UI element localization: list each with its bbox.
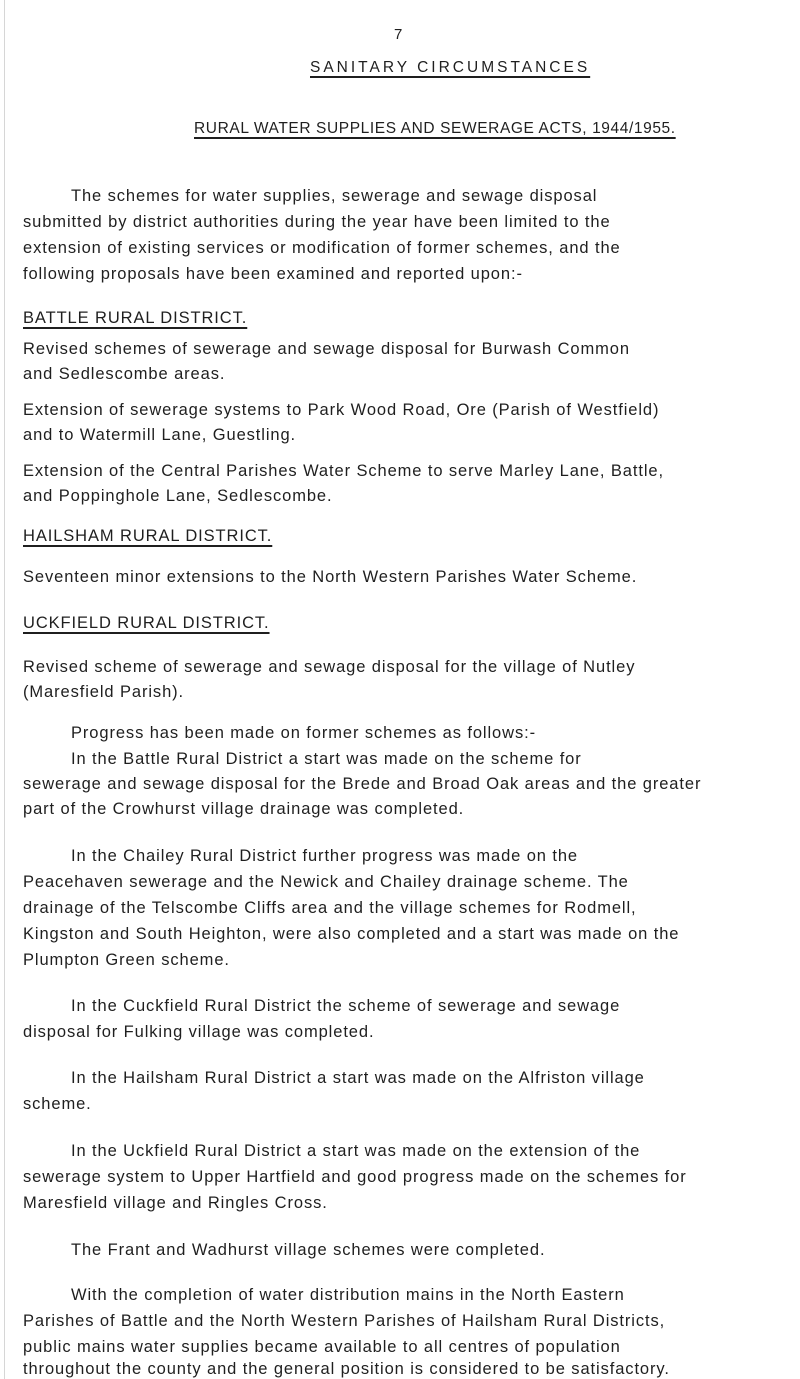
progress-intro: Progress has been made on former schemes as follows:- <box>71 724 536 742</box>
battle-item-line: Revised schemes of sewerage and sewage disposal for Burwash Common <box>23 340 630 358</box>
conclusion-line: With the completion of water distribution mains in the North Eastern <box>71 1286 625 1304</box>
intro-line: extension of existing services or modification of former schemes, and the <box>23 239 621 257</box>
progress-hailsham-line: In the Hailsham Rural District a start was made on the Alfriston village <box>71 1069 645 1087</box>
progress-chailey-line: Kingston and South Heighton, were also completed and a start was made on the <box>23 925 680 943</box>
progress-chailey-line: In the Chailey Rural District further progress was made on the <box>71 847 578 865</box>
scan-margin-line <box>4 0 5 1379</box>
page-number: 7 <box>394 26 404 43</box>
progress-battle-line: In the Battle Rural District a start was made on the scheme for <box>71 750 582 768</box>
intro-line: The schemes for water supplies, sewerage and sewage disposal <box>71 187 598 205</box>
battle-item-line: and Poppinghole Lane, Sedlescombe. <box>23 487 333 505</box>
progress-uckfield-line: Maresfield village and Ringles Cross. <box>23 1194 328 1212</box>
progress-chailey-line: drainage of the Telscombe Cliffs area and the village schemes for Rodmell, <box>23 899 637 917</box>
progress-hailsham-line: scheme. <box>23 1095 92 1113</box>
progress-chailey-line: Plumpton Green scheme. <box>23 951 230 969</box>
hailsham-heading: HAILSHAM RURAL DISTRICT. <box>23 527 273 545</box>
page-title: SANITARY CIRCUMSTANCES <box>310 59 591 76</box>
intro-line: submitted by district authorities during the year have been limited to the <box>23 213 611 231</box>
progress-cuckfield-line: In the Cuckfield Rural District the scheme of sewerage and sewage <box>71 997 621 1015</box>
uckfield-item-line: Revised scheme of sewerage and sewage disposal for the village of Nutley <box>23 658 636 676</box>
progress-uckfield-line: sewerage system to Upper Hartfield and good progress made on the schemes for <box>23 1168 687 1186</box>
hailsham-item-line: Seventeen minor extensions to the North Western Parishes Water Scheme. <box>23 568 638 586</box>
battle-item-line: Extension of the Central Parishes Water Scheme to serve Marley Lane, Battle, <box>23 462 664 480</box>
progress-frant-line: The Frant and Wadhurst village schemes were completed. <box>71 1241 546 1259</box>
progress-uckfield-line: In the Uckfield Rural District a start was made on the extension of the <box>71 1142 641 1160</box>
battle-item-line: and to Watermill Lane, Guestling. <box>23 426 297 444</box>
intro-line: following proposals have been examined and reported upon:- <box>23 265 523 283</box>
progress-battle-line: sewerage and sewage disposal for the Brede and Broad Oak areas and the greater <box>23 775 702 793</box>
conclusion-line: Parishes of Battle and the North Western Parishes of Hailsham Rural Districts, <box>23 1312 666 1330</box>
conclusion-line: public mains water supplies became available to all centres of population <box>23 1338 621 1356</box>
uckfield-item-line: (Maresfield Parish). <box>23 683 185 701</box>
progress-chailey-line: Peacehaven sewerage and the Newick and Chailey drainage scheme. The <box>23 873 629 891</box>
conclusion-line: throughout the county and the general position is considered to be satisfactory. <box>23 1360 670 1378</box>
battle-item-line: Extension of sewerage systems to Park Wood Road, Ore (Parish of Westfield) <box>23 401 660 419</box>
progress-cuckfield-line: disposal for Fulking village was completed. <box>23 1023 375 1041</box>
progress-battle-line: part of the Crowhurst village drainage was completed. <box>23 800 465 818</box>
battle-item-line: and Sedlescombe areas. <box>23 365 226 383</box>
uckfield-heading: UCKFIELD RURAL DISTRICT. <box>23 614 270 632</box>
battle-heading: BATTLE RURAL DISTRICT. <box>23 309 248 327</box>
section-subtitle: RURAL WATER SUPPLIES AND SEWERAGE ACTS, 1944/1955. <box>194 120 676 137</box>
